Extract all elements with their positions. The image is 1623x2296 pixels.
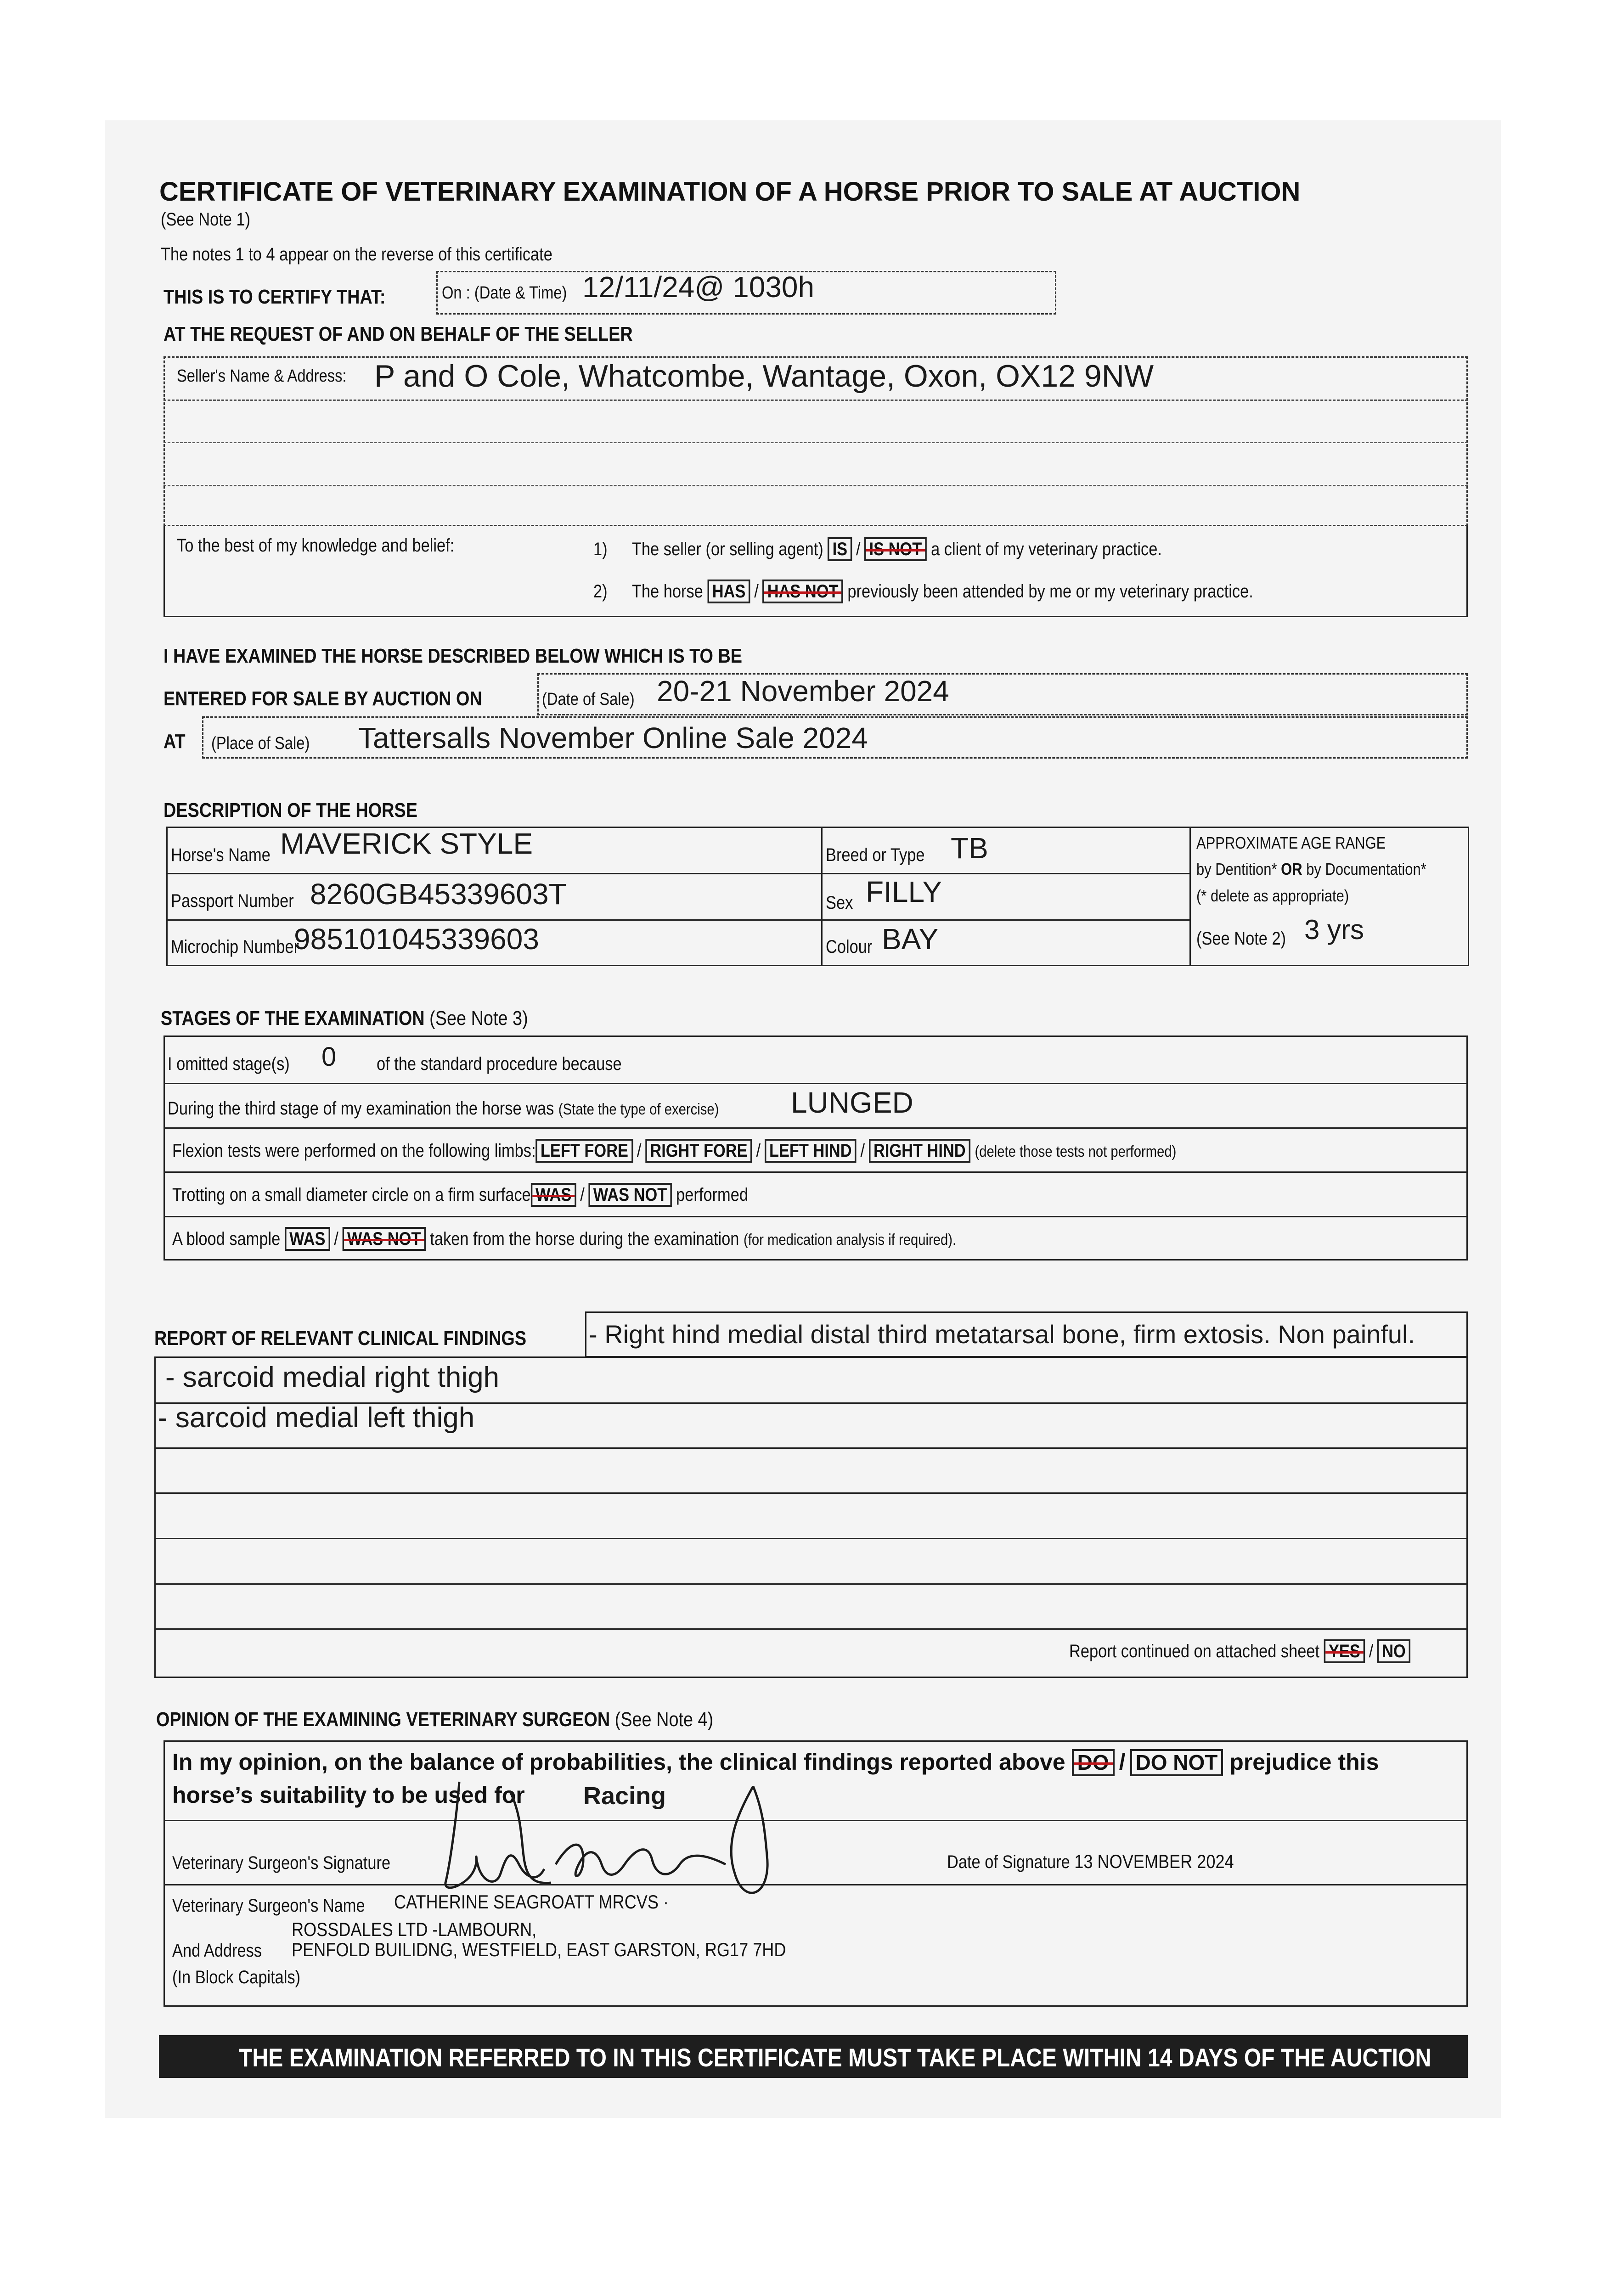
colour-value: BAY (882, 923, 939, 956)
vet-name-label: Veterinary Surgeon's Name (172, 1896, 365, 1916)
opinion-heading: OPINION OF THE EXAMINING VETERINARY SURGEON (See Note 4) (156, 1708, 714, 1731)
footer-banner (159, 2035, 1468, 2078)
seller-label: Seller's Name & Address: (177, 366, 347, 386)
address-label: And Address (172, 1941, 262, 1961)
breed-value: TB (951, 832, 988, 865)
stages-heading: STAGES OF THE EXAMINATION (See Note 3) (161, 1007, 528, 1030)
entered-label: ENTERED FOR SALE BY AUCTION ON (163, 687, 482, 710)
sex-value: FILLY (866, 875, 942, 908)
place-of-sale-value: Tattersalls November Online Sale 2024 (358, 721, 868, 754)
place-of-sale-label: (Place of Sale) (211, 734, 310, 753)
microchip-value: 985101045339603 (294, 923, 539, 956)
age-delete-note: (* delete as appropriate) (1196, 886, 1349, 905)
horse-name-label: Horse's Name (171, 845, 270, 865)
knowledge-item-1: 1) The seller (or selling agent) IS / IS NOT a client of my veterinary practice. (593, 537, 1162, 561)
exercise-label: During the third stage of my examination the horse was (State the type of exercise) (168, 1098, 719, 1119)
age-note-ref: (See Note 2) (1196, 929, 1286, 949)
certify-label: THIS IS TO CERTIFY THAT: (163, 286, 386, 308)
request-label: AT THE REQUEST OF AND ON BEHALF OF THE SELLER (163, 323, 633, 345)
trotting-circle: Trotting on a small diameter circle on a firm surface WAS / WAS NOT performed (172, 1183, 748, 1207)
finding-3: - sarcoid medial left thigh (158, 1402, 475, 1434)
horse-name-value: MAVERICK STYLE (280, 827, 533, 860)
knowledge-item-2: 2) The horse HAS / HAS NOT previously been attended by me or my veterinary practice. (593, 580, 1253, 603)
examination-date-time: 12/11/24@ 1030h (582, 270, 815, 304)
flexion-tests: Flexion tests were performed on the following limbs: LEFT FORE / RIGHT FORE / LEFT HIND / RIGHT HIND (delete those tests not performed) (172, 1139, 1176, 1163)
sex-label: Sex (826, 893, 853, 913)
block-capitals-note: (In Block Capitals) (172, 1967, 301, 1987)
title-note: (See Note 1) (161, 209, 251, 230)
omitted-label: I omitted stage(s) (168, 1054, 290, 1074)
date-of-sale-label: (Date of Sale) (542, 690, 635, 709)
age-range-label: APPROXIMATE AGE RANGE (1196, 833, 1386, 852)
vet-name-value: CATHERINE SEAGROATT MRCVS · (394, 1891, 669, 1913)
suitability-value: Racing (583, 1782, 666, 1810)
vet-address-line-1: ROSSDALES LTD -LAMBOURN, (292, 1919, 537, 1940)
finding-1: - Right hind medial distal third metatarsal bone, firm extosis. Non painful. (589, 1320, 1415, 1349)
vet-signature (432, 1773, 808, 1910)
date-of-sale-value: 20-21 November 2024 (657, 675, 949, 708)
footer-banner-text: THE EXAMINATION REFERRED TO IN THIS CERTIFICATE MUST TAKE PLACE WITHIN 14 DAYS OF THE AUCTION (239, 2043, 1431, 2072)
findings-heading: REPORT OF RELEVANT CLINICAL FINDINGS (154, 1327, 527, 1350)
at-label: AT (163, 730, 186, 753)
breed-label: Breed or Type (826, 845, 925, 865)
vet-address-line-2: PENFOLD BUILIDNG, WESTFIELD, EAST GARSTON, RG17 7HD (292, 1939, 786, 1960)
report-continued: Report continued on attached sheet YES / NO (1069, 1639, 1410, 1663)
date-time-label: On : (Date & Time) (442, 283, 567, 303)
colour-label: Colour (826, 937, 873, 957)
knowledge-label: To the best of my knowledge and belief: (177, 535, 455, 556)
omitted-because: of the standard procedure because (377, 1054, 622, 1074)
seller-name-address: P and O Cole, Whatcombe, Wantage, Oxon, OX12 9NW (374, 359, 1154, 394)
opinion-statement: In my opinion, on the balance of probabilities, the clinical findings reported above DO / DO NOT prejudice this (172, 1749, 1379, 1776)
opinion-suitability: horse’s suitability to be used for (172, 1782, 525, 1808)
omitted-value: 0 (321, 1042, 337, 1072)
certificate-title: CERTIFICATE OF VETERINARY EXAMINATION OF A HORSE PRIOR TO SALE AT AUCTION (159, 177, 1301, 207)
blood-sample: A blood sample WAS / WAS NOT taken from the horse during the examination (for medication analysis if required). (172, 1227, 956, 1251)
age-by-label: by Dentition* OR by Documentation* (1196, 860, 1426, 878)
finding-2: - sarcoid medial right thigh (165, 1362, 500, 1393)
exercise-value: LUNGED (791, 1086, 913, 1119)
opinion-box (163, 1740, 1468, 2007)
passport-label: Passport Number (171, 891, 294, 911)
date-of-signature: Date of Signature 13 NOVEMBER 2024 (947, 1851, 1234, 1872)
microchip-label: Microchip Number (171, 937, 299, 957)
signature-label: Veterinary Surgeon's Signature (172, 1853, 391, 1873)
age-value: 3 yrs (1304, 914, 1364, 945)
description-heading: DESCRIPTION OF THE HORSE (163, 799, 417, 822)
examined-label: I HAVE EXAMINED THE HORSE DESCRIBED BELOW WHICH IS TO BE (163, 645, 743, 667)
notes-reference: The notes 1 to 4 appear on the reverse of this certificate (161, 244, 552, 264)
passport-value: 8260GB45339603T (310, 878, 567, 911)
